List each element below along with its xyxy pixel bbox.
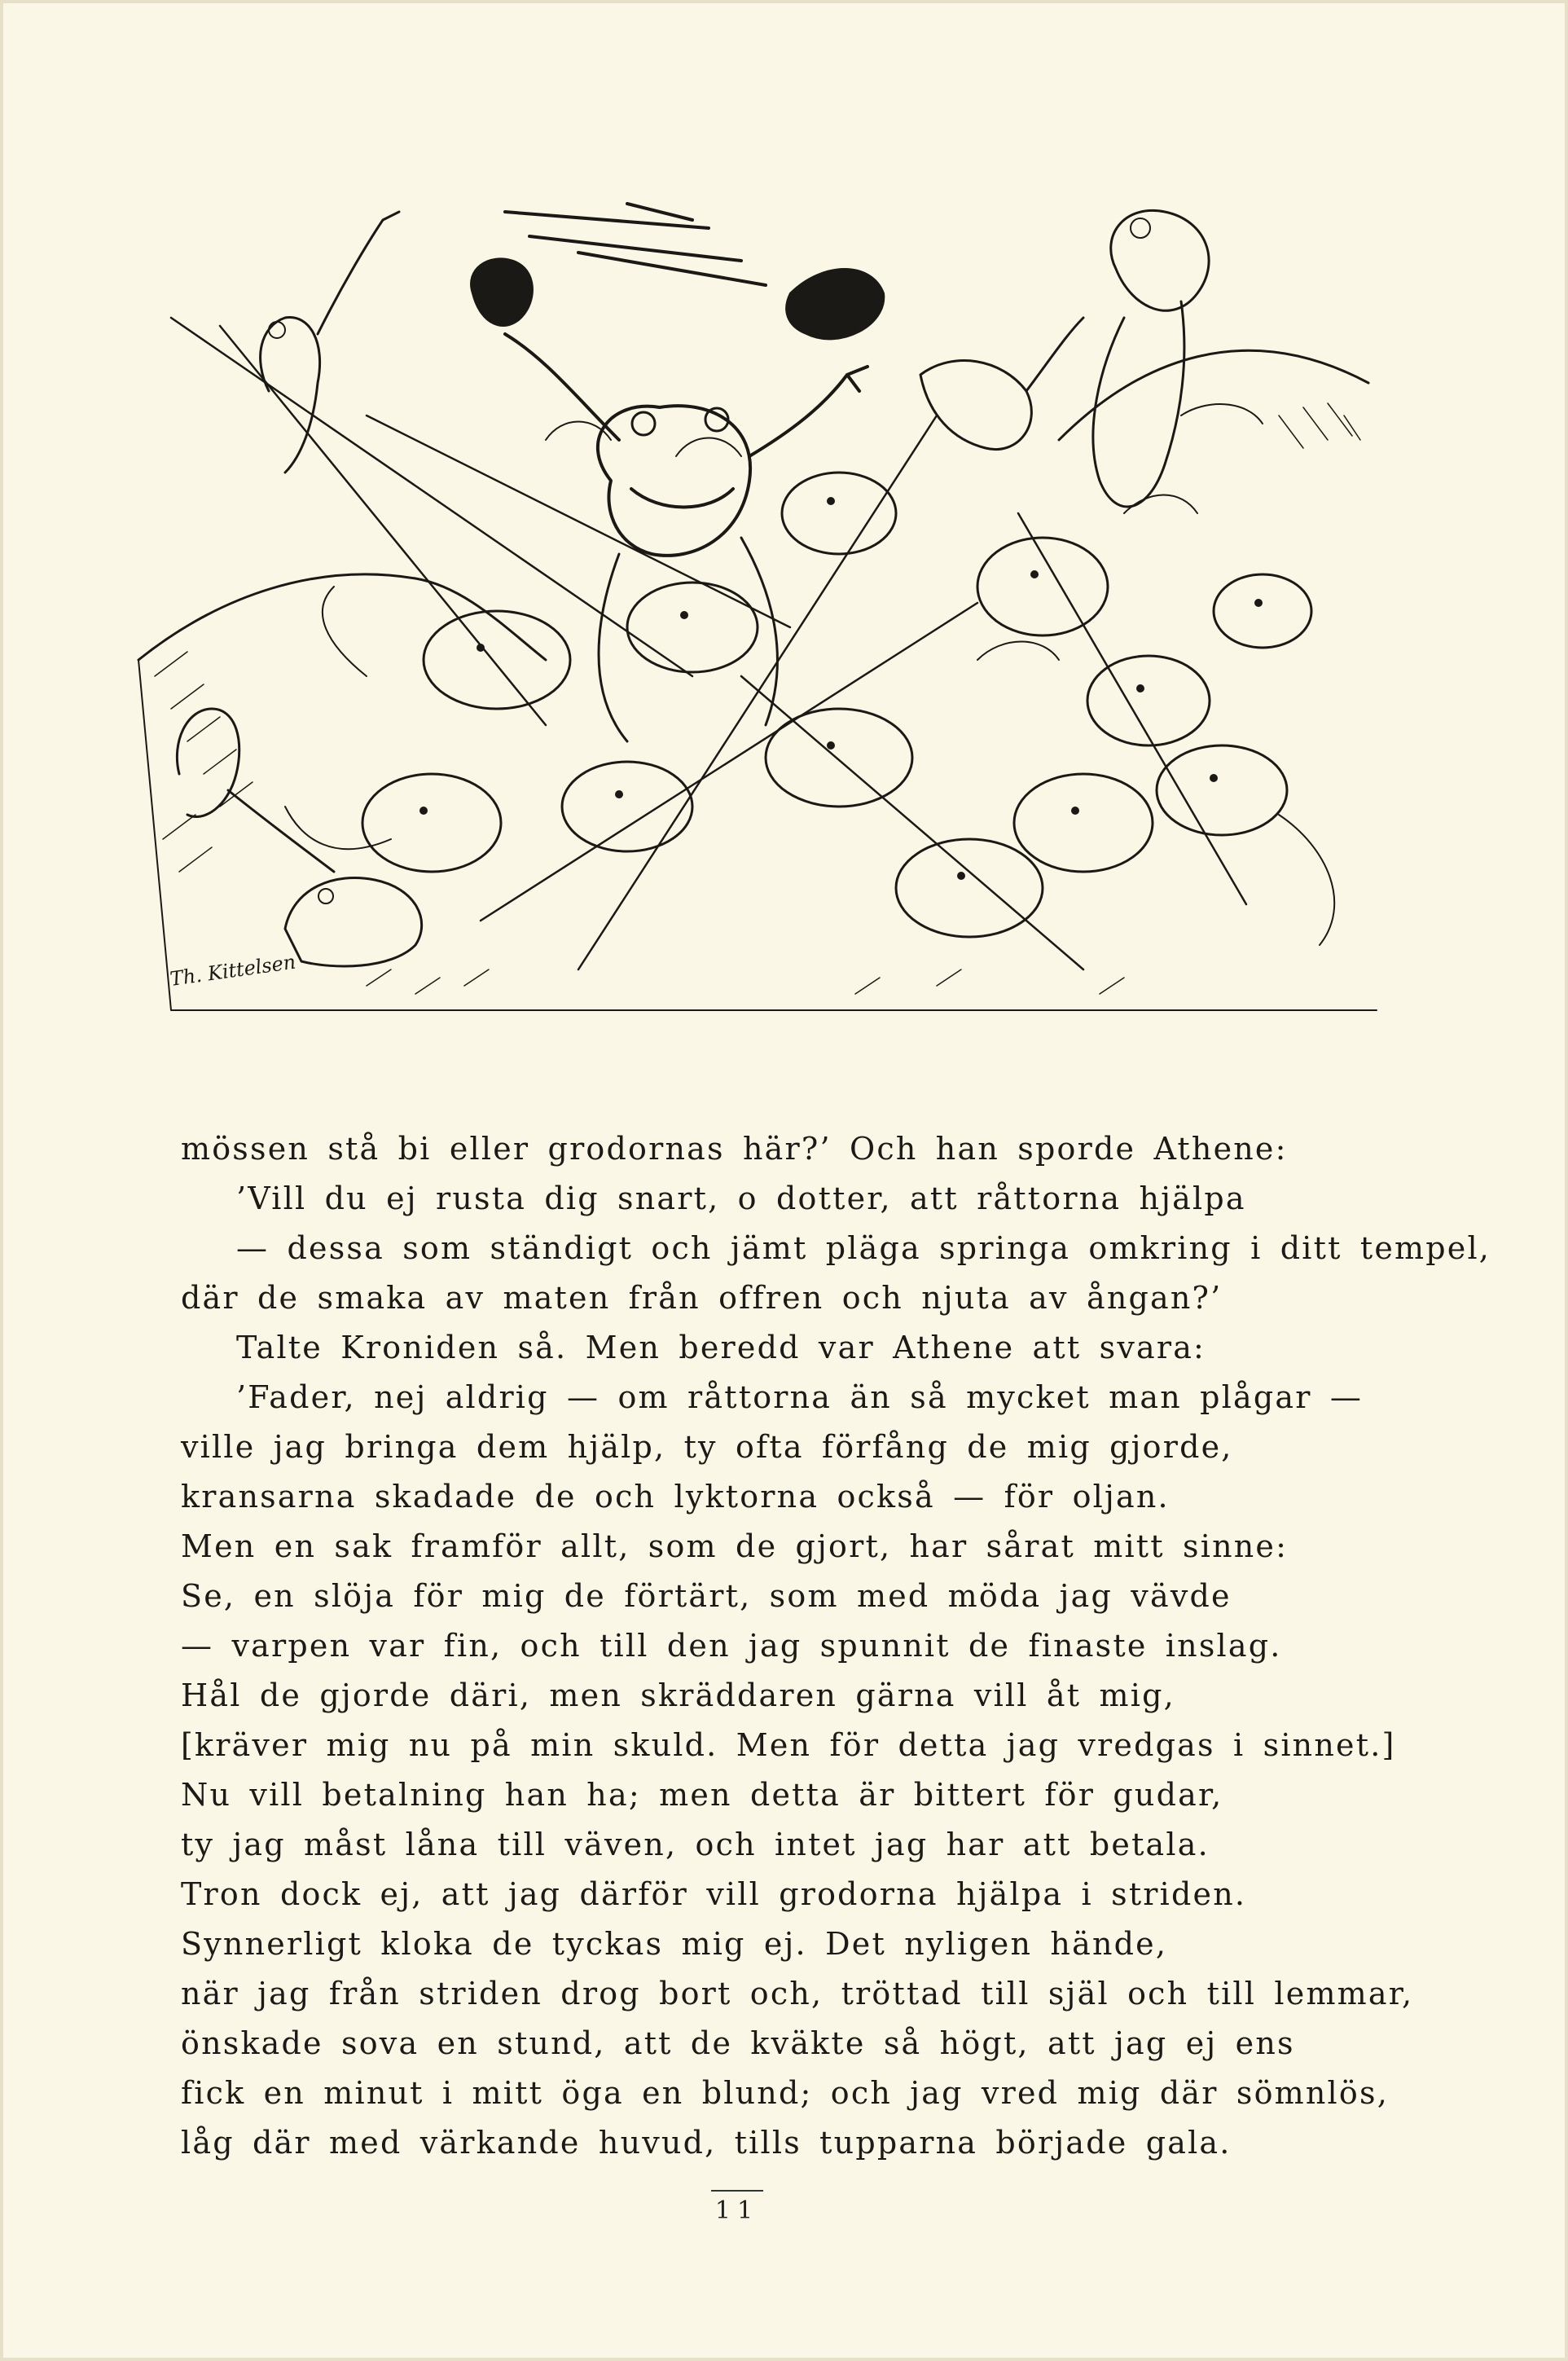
poem-line: låg där med värkande huvud, tills tupparna började gala. [181,2125,1232,2161]
poem-line: Talte Kroniden så. Men beredd var Athene att svara: [236,1330,1206,1365]
folio-rule [711,2190,763,2192]
poem-line: ty jag måst låna till väven, och intet jag har att betala. [181,1827,1210,1862]
artist-signature: Th. Kittelsen [168,950,297,991]
poem-line: — dessa som ständigt och jämt pläga springa omkring i ditt tempel, [236,1230,1491,1266]
poem-line: Hål de gjorde däri, men skräddaren gärna vill åt mig, [181,1677,1175,1713]
poem-line: fick en minut i mitt öga en blund; och jag vred mig där sömnlös, [181,2075,1389,2111]
poem-line: Se, en slöja för mig de förtärt, som med möda jag vävde [181,1578,1232,1614]
poem-text [181,1124,1491,2168]
poem-line: ’Fader, nej aldrig — om råttorna än så mycket man plågar — [236,1379,1364,1415]
poem-line: när jag från striden drog bort och, tröttad till själ och till lemmar, [181,1976,1414,2011]
poem-line: — varpen var fin, och till den jag spunnit de finaste inslag. [181,1628,1282,1664]
poem-line: Men en sak framför allt, som de gjort, har sårat mitt sinne: [181,1528,1289,1564]
page-number: 11 [714,2196,760,2225]
poem-line: mössen stå bi eller grodornas här?’ Och han sporde Athene: [181,1131,1288,1167]
poem-line: [kräver mig nu på min skuld. Men för detta jag vredgas i sinnet.] [181,1727,1396,1763]
battle-illustration [122,171,1393,1035]
poem-line: ’Vill du ej rusta dig snart, o dotter, att råttorna hjälpa [236,1180,1246,1216]
poem-line: önskade sova en stund, att de kväkte så högt, att jag ej ens [181,2025,1295,2061]
frog-and-mice-battle-illustration-icon [122,171,1393,1035]
poem-line: Nu vill betalning han ha; men detta är bittert för gudar, [181,1777,1223,1813]
poem-line: där de smaka av maten från offren och njuta av ångan?’ [181,1280,1223,1316]
poem-line: Tron dock ej, att jag därför vill grodorna hjälpa i striden. [181,1876,1247,1912]
poem-line: ville jag bringa dem hjälp, ty ofta förfång de mig gjorde, [181,1429,1233,1465]
poem-line: kransarna skadade de och lyktorna också — för oljan. [181,1479,1170,1515]
poem-line: Synnerligt kloka de tyckas mig ej. Det nyligen hände, [181,1926,1168,1962]
